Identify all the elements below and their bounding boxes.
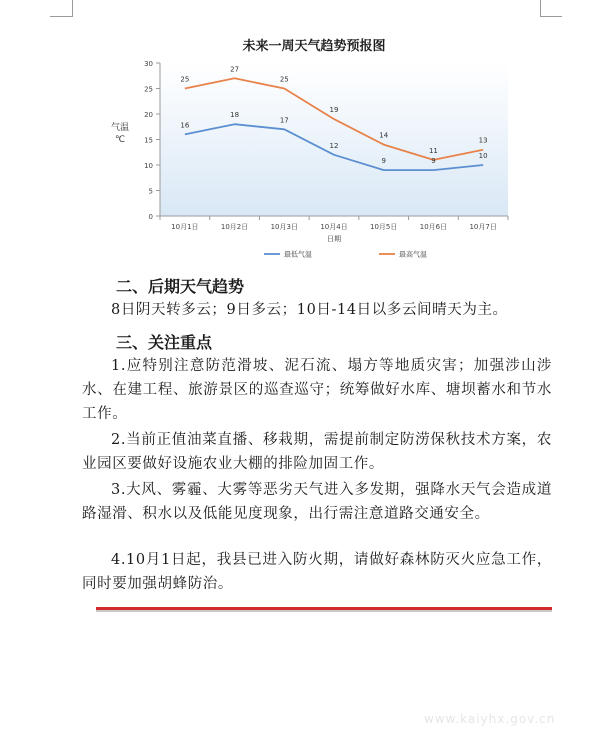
data-label: 27	[230, 65, 240, 74]
crop-mark-top-left	[50, 16, 72, 17]
y-axis-label-part: 气温	[110, 123, 130, 133]
data-label: 18	[230, 111, 240, 120]
data-label: 13	[478, 136, 488, 145]
legend-label: 最低气温	[284, 250, 312, 259]
data-label: 25	[180, 75, 190, 84]
data-label: 11	[428, 146, 438, 155]
x-tick-label: 10月2日	[220, 223, 249, 231]
data-label: 17	[279, 116, 289, 125]
x-tick-label: 10月6日	[419, 223, 448, 231]
data-label: 25	[279, 75, 289, 84]
data-label: 9	[381, 157, 386, 166]
data-label: 9	[431, 157, 436, 166]
y-tick-label: 10	[144, 162, 153, 170]
y-tick-label: 30	[144, 60, 153, 68]
focus-item-4: 4.10月1日起，我县已进入防火期，请做好森林防灭火应急工作，同时要加强胡蜂防治。	[82, 552, 552, 592]
data-label: 16	[180, 121, 190, 130]
y-tick-label: 5	[148, 187, 153, 196]
x-tick-label: 10月5日	[370, 223, 398, 231]
x-tick-label: 10月1日	[171, 223, 199, 231]
crop-mark-top-right	[540, 16, 562, 17]
data-label: 14	[379, 131, 389, 140]
section-title-focus: 三、关注重点	[116, 333, 213, 352]
y-axis-label-part: ℃	[114, 135, 126, 145]
focus-item-1: 1.应特别注意防范滑坡、泥石流、塌方等地质灾害；加强涉山涉水、在建工程、旅游景区的巡查巡守；统筹做好水库、塘坝蓄水和节水工作。	[82, 358, 552, 422]
data-label: 12	[329, 141, 339, 150]
x-axis-label: 日期	[327, 235, 341, 243]
x-tick-label: 10月3日	[270, 223, 298, 231]
footer-divider-gray	[96, 610, 552, 612]
legend-label: 最高气温	[399, 250, 427, 259]
y-tick-label: 20	[144, 111, 153, 119]
y-tick-label: 0	[148, 213, 153, 221]
y-tick-label: 25	[144, 85, 153, 94]
plot-area	[160, 63, 508, 216]
focus-item-2: 2.当前正值油菜直播、移栽期，需提前制定防涝保秋技术方案，农业园区要做好设施农业大棚的排险加固工作。	[82, 432, 552, 472]
y-axis-label	[111, 121, 129, 145]
focus-item-3: 3.大风、雾霾、大雾等恶劣天气进入多发期，强降水天气会造成道路湿滑、积水以及低能见度现象，出行需注意道路交通安全。	[82, 482, 552, 522]
weather-trend-chart	[104, 30, 524, 264]
section-title-later-trend: 二、后期天气趋势	[116, 277, 245, 296]
y-tick-label: 15	[144, 136, 153, 145]
data-label: 19	[329, 106, 339, 115]
crop-mark-top-right	[540, 0, 541, 17]
chart-title: 未来一周天气趋势预报图	[242, 39, 386, 54]
later-trend-text: 8日阴天转多云；9日多云；10日-14日以多云间晴天为主。	[111, 302, 508, 318]
site-watermark: www.kaiyhx.gov.cn	[424, 712, 556, 726]
x-tick-label: 10月7日	[469, 223, 497, 231]
x-tick-label: 10月4日	[320, 223, 348, 231]
crop-mark-top-left	[72, 0, 73, 17]
data-label: 10	[478, 152, 488, 160]
